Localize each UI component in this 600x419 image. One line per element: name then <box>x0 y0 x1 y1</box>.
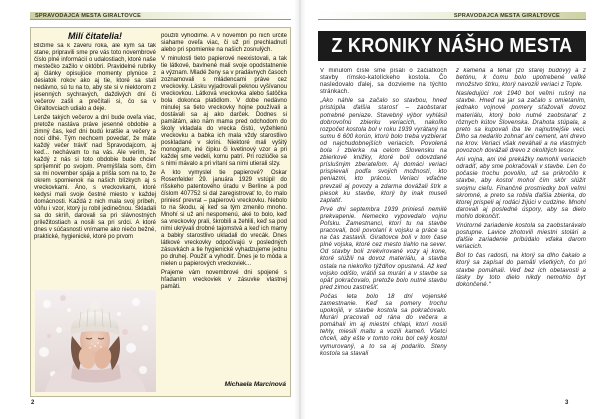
paragraph: V minulosti tieto papierové neexistovali, a tak tie látkové, bavlnené mali svoje opodstatnenie a význam. Mladé ženy sa v pradávnych časoch zoznamovali s mládencami práve cez vreckovky. Lásku vyjadrovali peknou vyšívanou vreckovkou. Látková vreckovka alebo šatôčka bola dokonca platidlom. V dobe nedávno minulej sa tieto vreckovky hojne používali a dostávali sa aj ako darček. Dodnes si pamätám, ako nám mama pred odchodom do školy vkladala do vrecka čistú, vyžehlenú vreckovku a babka ich mala vždy starostlivo poskladané v skrini. Niektoré mali vyšitý monogram, iné čipku či kvetinový vzor a pri každej sme vedeli, komu patrí. Pri rozlúčke sa s nimi mávalo a pri vítaní sa nimi utierali slzy. <box>161 56 287 167</box>
right-page-header: SPRAVODAJCA MESTA GIRALTOVCE <box>318 12 586 20</box>
quote-paragraph: „Ako náhle sa začalo so stavbou, hneď pristúpila ďalšia starosť – zaobstarať potrebné peniaze. Stavebný výbor vyhlásil dobrovoľnú zbierku veriacich, nakoľko rozpočet kostola bol v roku 1939 vyrátaný na sumu 6 600 korún, ktorú bolo treba vyzbierať od najchudobnejších veriacich. Povolená bola i zbierka na celom Slovensku na zbierkové knižky, ktoré boli odovzdané príslušným zberateľom. Aj domáci veriaci prispievali podľa svojich možností, kto peniazmi, kto prácou. Veriaci vďačne prevzali aj povozy a zdarma dovážali štrk a piesok ku stavbe, ktorý by inak museli zaplatiť. <box>320 98 447 204</box>
quote-paragraph: Nasledujúci rok 1940 bol veľmi rušný na stavbe. Hneď na jar sa začalo s omietaním, jednako vojnové pomery sťažovali dovoz materiálu, ktorý bolo nutné zaobstarať z rôznych kútov Slovenska. Drahota stúpala, a preto sa kupovali iba tie najnutnejšie veci. Dlho sa nedarilo zohnať ani cement, ani drevo na krov. Veriaci však neváhali a na vlastných povozoch dovážali drevo z okolitých lesov. <box>456 91 586 155</box>
paragraph: Lenže takých večerov a dní bude oveľa viac, pretože nastáva práve jesenné obdobie a zimný čas, keď dni budú kratšie a večery a noci dlhé. Tým nechcem povedať, že máte každý večer tráviť nad Spravodajcom, aj keď... nechávam to na vás. Ale verím, že každý z nás si toto obdobie bude chcieť spríjemniť po svojom. Premýšľala som, čím sa mi november spája a prišla som na to, že okrem spomienok na našich blízkych aj s vreckovkami. Áno, s vreckovkami, ktoré kedysi mali svoje čestné miesto v každej domácnosti. Každá z nich mala svoj príbeh, vôňu i vzor, ktorý ju robil jedinečnou. Skladali sa do skríň, darovali sa pri slávnostných príležitostiach a nosili sa pri srdci. A ktoré dnes v súčasnosti vnímame ako niečo bežné, praktické, hygienické, ktoré po prvom <box>34 115 156 240</box>
section-title: Z KRONIKY NÁŠHO MESTA <box>331 35 573 57</box>
editorial-column-1 <box>34 43 156 288</box>
author-signature: Michaela Marcinová <box>224 381 286 388</box>
left-page-header: SPRAVODAJCA MESTA GIRALTOVCE <box>30 12 291 20</box>
quote-paragraph: Bol to čas radosti, na ktorý sa dlho čakalo a ktorý sa zapísal do pamäti všetkých, čo pri stavbe pomáhali. Veď bez ich obetavosti a lásky by toto dielo nikdy nemohlo byť dokončené.“ <box>456 253 586 288</box>
page-fold <box>294 0 306 419</box>
paragraph: Blížime sa k záveru roka, ale kým sa tak stane, pripravili sme pre vás toto novembrové číslo plné informácií o udalostiach, ktoré naše mestečko zažilo v októbri. Pravidelné rubriky aj články opisujúce momenty plynúce z desiatok rokov ako aj tie, ktoré sa stali nedávno, sú tu na to, aby ste si v niektorom z jesenných sychravých, daždivých dní či večerov zašli a prečítali si, čo sa v Giraltovciach udialo a deje. <box>34 43 156 112</box>
quote-paragraph: Ani vojna, ani iné prekážky nemohli veriacich odradiť, aby sme pokračovali v stavbe. Len čo počasie trochu povolilo, už sa prikročilo k stavbe, aby kostol mohol čím skôr slúžiť svojmu cieľu. Finančné prostriedky boli veľmi skromné, a preto sa robila ďalšia zbierka, do ktorej prispeli aj rodáci žijúci v cudzine. Mnohí darovali aj posledné úspory, aby sa dielo mohlo dokončiť. <box>456 157 586 220</box>
paragraph: V minulom čísle sme písali o začiatkoch stavby rímsko-katolíckeho kostola. Čo nasledovalo ďalej, sa dozvieme na týchto stránkach. <box>320 68 447 96</box>
quote-paragraph: z kameňa a tehál (zo starej budovy) a z betónu, k čomu bolo upotrebené veľké množstvo štrku, ktorý navozili veriaci z Tople. <box>456 68 586 89</box>
quote-paragraph: Vnútorné zariadenie kostola sa zaobstarávalo postupne. Lavice zhotovili miestni stolári a ďalšie zariadenie pribúdalo vďaka darom veriacich. <box>456 222 586 251</box>
paragraph: použití vyhodíme. A v novembri po nich určite siahame oveľa viac, či už pri prechladnutí alebo pri spomienke na našich zosnulých. <box>161 33 287 53</box>
section-title-banner <box>318 31 586 61</box>
editorial-column-2 <box>161 33 287 379</box>
paragraph: Prajeme vám novembrové dni spojené s hľadaním vreckoviek v zásuvke vlastnej pamäti. <box>161 270 287 290</box>
page-number-left: 2 <box>31 400 35 406</box>
girl-with-hat-photo <box>35 290 156 392</box>
editorial-title: Milí čitatelia! <box>67 31 122 41</box>
quote-paragraph: Prvé dni septembra 1939 priniesli nemilé prekvapenie. Nemecko vypovedalo vojnu Poľsku. Zamestnanci, ktorí tu na stavbe pracovali, boli povolaní k vojsku a práce sa na čas zastavili. Giraltovce boli v tom čase plné vojska, ktoré cez mesto tiahlo na sever. Od stavby boli zrekvirované vozy aj kone, ktoré slúžili na dovoz materiálu, a stavba ostala na niekoľko týždňov opustená. Až keď vojsko odišlo, vrátili sa murári a v stavbe sa opäť pokračovalo, pretože bolo nutné stavbu pred zimou zastrešiť. <box>320 206 447 291</box>
quote-paragraph: Počas leta bolo 18 dní vojenské zamestnanie. Keď sa pomery trochu upokojili, v stavbe kostola sa pokračovalo. Murári pracovali od rána do večera a pomáhali im aj miestni chlapi, ktorí nosili tehly, miesili maltu a vozili kameň. Všetci chceli, aby ešte v tomto roku bol celý kostol vymurovaný, a to sa aj podarilo. Steny kostola sa stavali <box>320 293 447 357</box>
page-number-right: 3 <box>565 400 569 406</box>
chronicle-column-1 <box>320 68 447 396</box>
paragraph: A kto vymyslel tie papierové? Oskar Rosenfelder 29. januára 1929 vstúpil do ríšskeho patentového úradu v Berlíne a pod číslom 407752 si dal zaregistrovať to, čo malo priniesť prevrat – papierovú vreckovku. Nebolo to na škodu, aj keď sa tým zmenilo mnoho. Mnohí si už ani nespomenú, aké to bolo, keď sa vreckovky prali, škrobili a žehlili, keď sa pod nimi ukrývali drobné tajomstvá a keď ich mamy a babky starostlivo ukladali do vrecák. Dnes látkové vreckovky odpočívajú v posledných zásuvkách a tie hygienické vyhadzujeme jednu po druhej. Použiť a vyhodiť. Dnes je to móda a nielen u papierových vreckoviek... <box>161 170 287 267</box>
chronicle-column-2 <box>456 68 586 396</box>
